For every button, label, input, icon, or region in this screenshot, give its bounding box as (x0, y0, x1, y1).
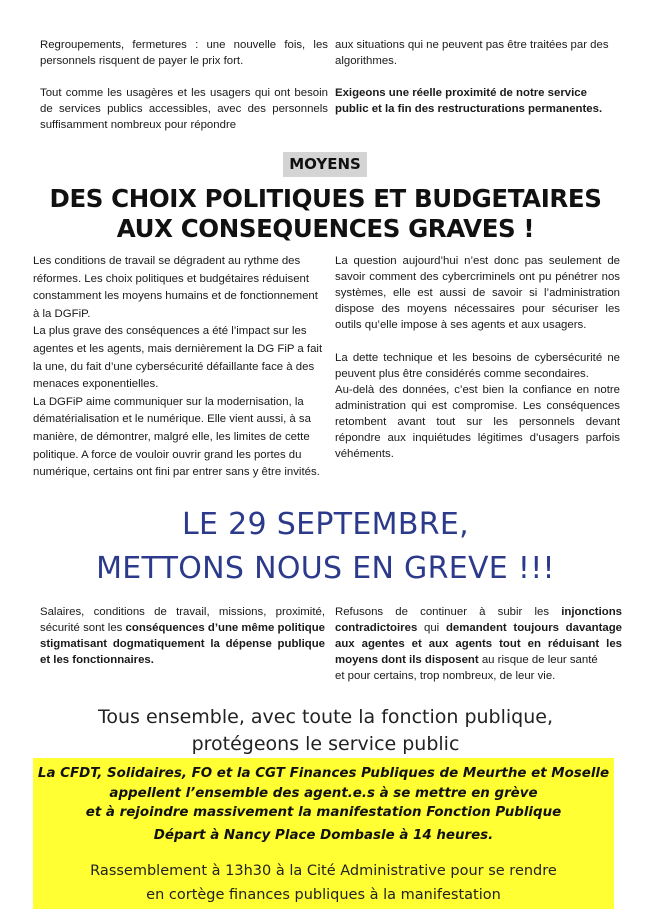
middle-right-paragraph-3: Au-delà des données, c’est bien la confiance en notre administration qui est compromise. Les conséquences retombent avant tout sur les personnels devant répondre aux inquiétudes légitimes d’usagers parfois véhéments. (335, 384, 620, 460)
middle-right-paragraph-2: La dette technique et les besoins de cybersécurité ne peuvent plus être considérés comme secondaires. (335, 352, 620, 380)
middle-right-column (335, 253, 620, 462)
middle-right-paragraph-1: La question aujourd’hui n’est donc pas seulement de savoir comment des cybercriminels ont pu pénétrer nos systèmes, elle est aussi de savoir si l’administration dispose des moyens nécessaires pour sécuriser les outils qu’elle impose à ses agents et aux usagers. (335, 255, 620, 331)
top-left-paragraph-1: Regroupements, fermetures : une nouvelle fois, les personnels risquent de payer le prix fort. (40, 39, 328, 67)
middle-left-paragraph-2: La plus grave des conséquences a été l’impact sur les agentes et les agents, mais dernièrement la DG FiP a fait la une, du fait d’une cybersécurité défaillante face à des menaces exponentielles. (33, 325, 323, 391)
top-right-paragraph-1: aux situations qui ne peuvent pas être traitées par des algorithmes. (335, 39, 609, 67)
top-right-demand: Exigeons une réelle proximité de notre service public et la fin des restructurations permanentes. (335, 87, 603, 115)
bottom-right-text-3: au risque de leur santé (481, 654, 598, 666)
bottom-left-text: Salaires, conditions de travail, missions, proximité, sécurité sont les (40, 606, 325, 634)
slogan-line-2: protégeons le service public (191, 733, 460, 755)
middle-left-column (33, 253, 323, 482)
call-box-line-4: Départ à Nancy Place Dombasle à 14 heures. (153, 828, 494, 843)
top-right-column (335, 37, 619, 117)
strike-call: METTONS NOUS EN GREVE !!! (96, 551, 555, 586)
middle-left-paragraph-3: La DGFiP aime communiquer sur la modernisation, la dématérialisation et le numérique. Elle vient aussi, à sa manière, de démontrer, malgré elle, les limites de cette politique. A force de vouloir ouvrir grand les portes du numérique, certains ont fini par entrer sans y être invités. (33, 395, 320, 479)
call-box-line-3: et à rejoindre massivement la manifestation Fonction Publique (85, 805, 562, 820)
middle-left-paragraph-1: Les conditions de travail se dégradent au rythme des réformes. Les choix politiques et budgétaires réduisent constamment les moyens humains et de fonctionnement à la DGFiP. (33, 255, 318, 320)
bottom-left-paragraph (40, 604, 325, 668)
call-box (33, 758, 614, 909)
section-badge: MOYENS (283, 152, 367, 177)
call-box-line-2: appellent l’ensemble des agent.e.s à se mettre en grève (109, 786, 538, 801)
bottom-right-column (335, 604, 622, 684)
headline-line-2: AUX CONSEQUENCES GRAVES ! (116, 214, 535, 243)
bottom-left-bold: conséquences d’une même politique stigmatisant dogmatiquement la dépense publique et les fonctionnaires. (40, 622, 325, 666)
bottom-right-text-1: Refusons de continuer à subir les (335, 606, 550, 618)
top-left-column (40, 37, 328, 133)
call-box-line-1: La CFDT, Solidaires, FO et la CGT Finances Publiques de Meurthe et Moselle (37, 766, 610, 781)
bottom-right-bold-1: injonctions contradictoires (335, 606, 622, 634)
slogan-line-1: Tous ensemble, avec toute la fonction publique, (97, 706, 554, 728)
headline-line-1: DES CHOIX POLITIQUES ET BUDGETAIRES (49, 184, 602, 213)
call-box-info-1: Rassemblement à 13h30 à la Cité Administrative pour se rendre (90, 863, 557, 879)
call-box-info-2: en cortège finances publiques à la manifestation (146, 887, 501, 903)
bottom-left-column (40, 604, 325, 668)
strike-date: LE 29 SEPTEMBRE, (182, 507, 469, 542)
bottom-right-text-2: qui (424, 622, 440, 634)
bottom-right-paragraph-2: et pour certains, trop nombreux, de leur vie. (335, 670, 556, 682)
bottom-right-paragraph-1 (335, 604, 622, 668)
bottom-right-bold-2: demandent toujours davantage aux agentes et aux agents tout en réduisant les moyens dont ils disposent (335, 622, 623, 666)
top-left-paragraph-2: Tout comme les usagères et les usagers qui ont besoin de services publics accessibles, avec des personnels suffisamment nombreux pour répondre (40, 87, 328, 131)
